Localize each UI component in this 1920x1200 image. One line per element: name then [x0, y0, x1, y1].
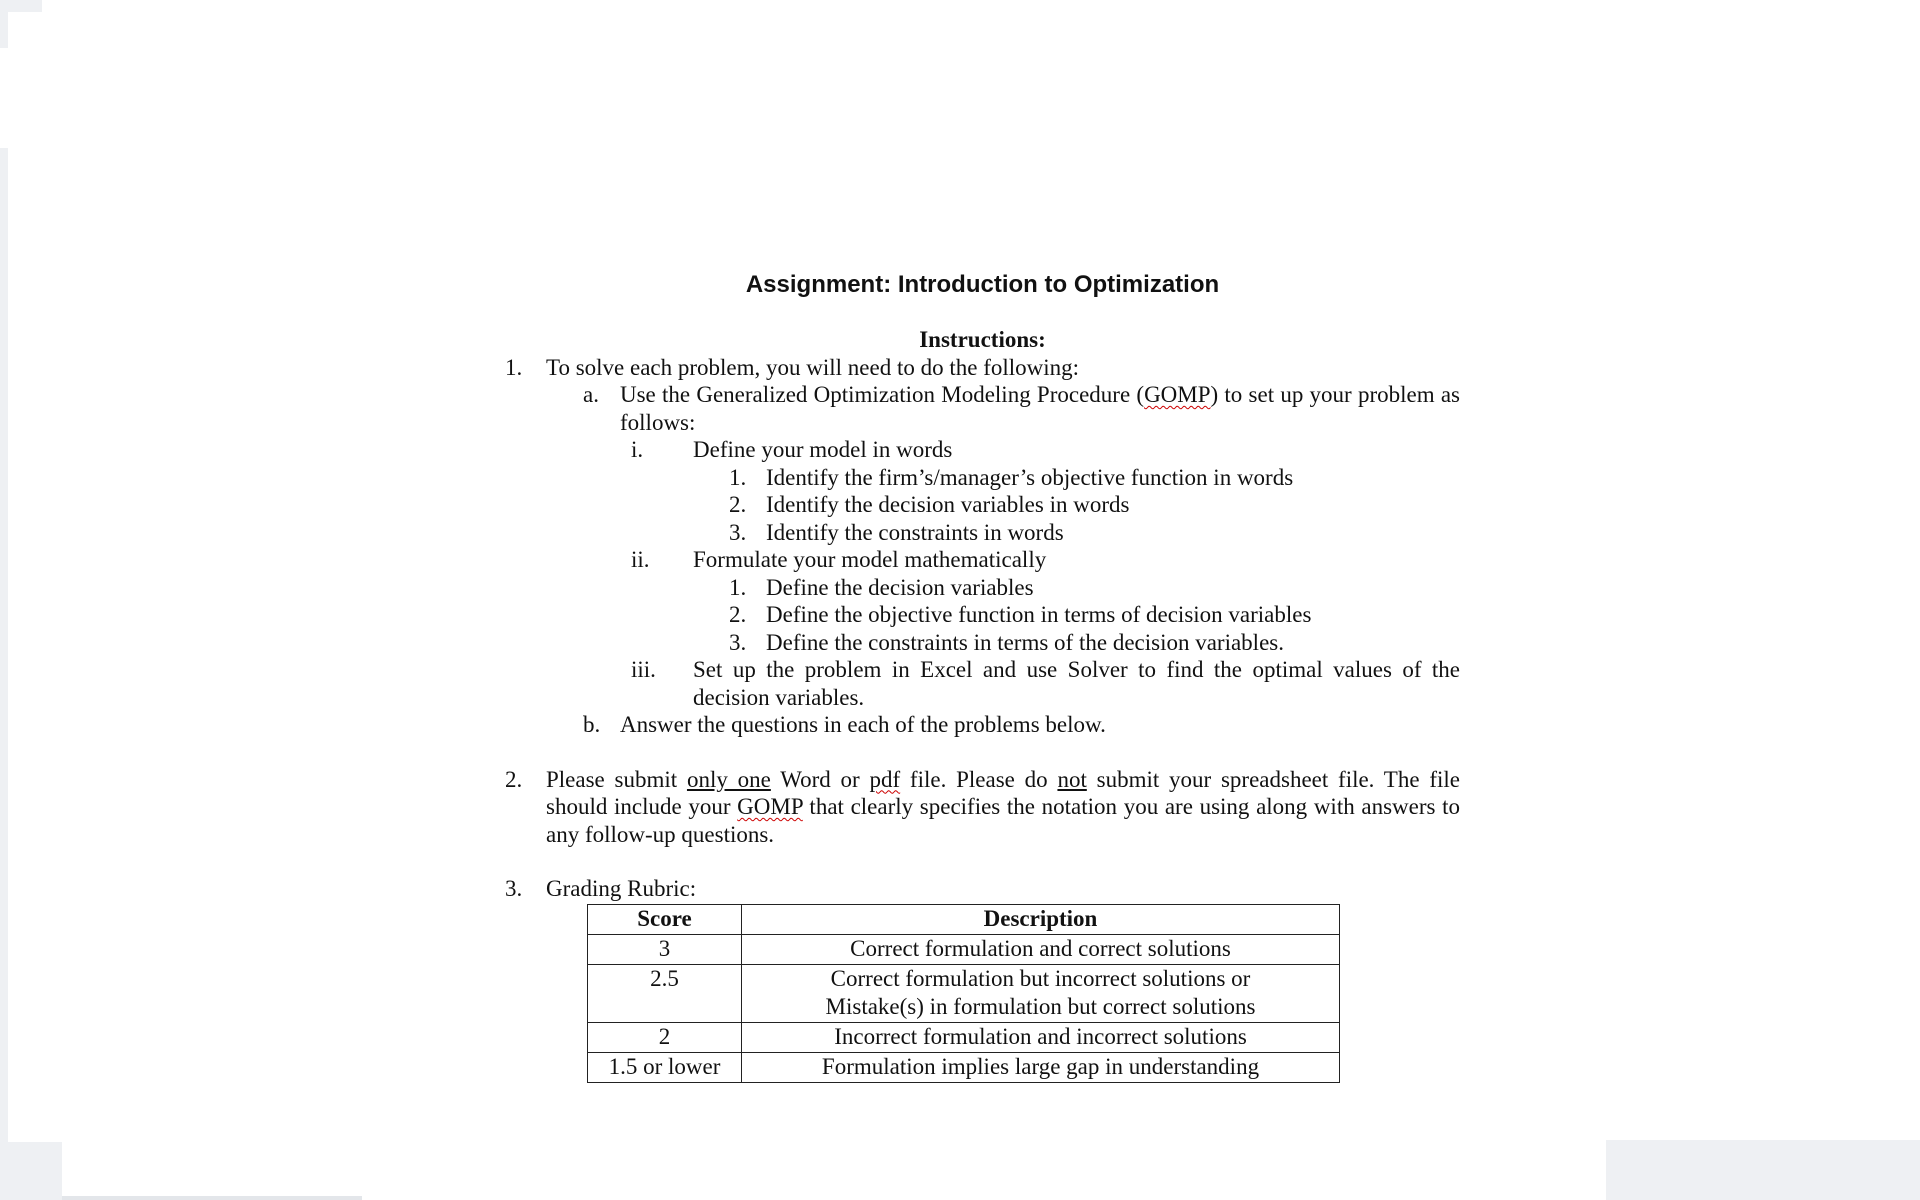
table-row	[588, 934, 1340, 964]
list-item-text: To solve each problem, you will need to do the following:	[546, 354, 1080, 380]
window-edge-bottom-left	[0, 1142, 62, 1200]
list-item-sub	[505, 519, 1460, 547]
list-roman: iii.	[631, 657, 656, 682]
list-item-text: Identify the decision variables in words	[766, 492, 1130, 517]
column-header-score: Score	[588, 904, 742, 934]
list-number: 3.	[729, 519, 747, 545]
list-item-1a-iii	[505, 656, 1460, 711]
list-number: 2.	[505, 766, 523, 792]
window-edge-top	[0, 0, 42, 12]
description-cell: Incorrect formulation and incorrect solutions	[742, 1022, 1340, 1052]
list-number: 2.	[729, 492, 747, 517]
list-roman: i.	[631, 437, 644, 462]
table-row	[588, 1052, 1340, 1082]
score-cell: 2.5	[588, 964, 742, 1022]
list-number: 2.	[729, 602, 747, 627]
list-number: 1.	[505, 354, 523, 380]
table-header-row	[588, 904, 1340, 934]
spellcheck-word[interactable]: GOMP	[737, 794, 803, 819]
description-cell: Formulation implies large gap in understanding	[742, 1052, 1340, 1082]
list-item-text: Set up the problem in Excel and use Solver to find the optimal values of the decision variables.	[693, 657, 1460, 710]
document-title: Assignment: Introduction to Optimization	[745, 271, 1220, 298]
list-item-text: Define the decision variables	[766, 574, 1034, 600]
list-roman: ii.	[631, 547, 650, 572]
paragraph-gap	[505, 739, 1460, 766]
list-item-text: Formulate your model mathematically	[693, 547, 1047, 572]
underlined-text: not	[1057, 766, 1087, 792]
list-number: 1.	[729, 574, 747, 600]
spellcheck-word[interactable]: pdf	[869, 766, 901, 792]
window-edge-bottom-right	[1606, 1140, 1920, 1200]
list-item-text: Grading Rubric:	[546, 876, 697, 901]
list-number: 3.	[505, 876, 523, 901]
list-item-text: Identify the constraints in words	[766, 519, 1064, 545]
list-item-1a-ii	[505, 546, 1460, 574]
list-letter: a.	[583, 382, 599, 407]
window-edge-left	[0, 148, 8, 1148]
list-item-text: Define the constraints in terms of the decision variables.	[766, 629, 1284, 655]
list-item-text: Define your model in words	[693, 437, 953, 462]
list-item-sub	[505, 491, 1460, 519]
window-edge-bottom-strip	[62, 1196, 362, 1200]
list-item-1	[505, 354, 1460, 382]
list-item-sub	[505, 464, 1460, 492]
list-item-text: Use the Generalized Optimization Modeling Procedure (GOMP) to set up your problem as follows:	[620, 382, 1460, 435]
list-item-text: Define the objective function in terms of decision variables	[766, 602, 1312, 627]
list-item-text: Identify the firm’s/manager’s objective function in words	[766, 464, 1294, 490]
column-header-description: Description	[742, 904, 1340, 934]
list-item-sub	[505, 601, 1460, 629]
document-page[interactable]	[505, 270, 1460, 1083]
grading-rubric-table	[587, 904, 1340, 1083]
window-edge-top-side	[0, 12, 8, 48]
description-cell: Correct formulation but incorrect solutions or Mistake(s) in formulation but correct solutions	[742, 964, 1340, 1022]
list-item-text: Please submit only one Word or pdf file. Please do not submit your spreadsheet file. The file should include your GOMP that clearly specifies the notation you are using along with answers to any follow-up questions.	[546, 766, 1460, 847]
list-letter: b.	[583, 712, 601, 737]
list-item-1a	[505, 381, 1460, 436]
paragraph-gap	[505, 848, 1460, 875]
score-cell: 1.5 or lower	[588, 1052, 742, 1082]
list-item-1b	[505, 711, 1460, 739]
list-item-text: Answer the questions in each of the problems below.	[620, 712, 1106, 737]
description-cell: Correct formulation and correct solutions	[742, 934, 1340, 964]
list-number: 3.	[729, 629, 747, 655]
list-item-3	[505, 875, 1460, 903]
list-item-sub	[505, 629, 1460, 657]
table-row	[588, 1022, 1340, 1052]
score-cell: 2	[588, 1022, 742, 1052]
instructions-heading: Instructions:	[919, 327, 1046, 352]
list-number: 1.	[729, 464, 747, 490]
underlined-text: only one	[686, 766, 771, 792]
list-item-1a-i	[505, 436, 1460, 464]
list-item-2	[505, 766, 1460, 849]
list-item-sub	[505, 574, 1460, 602]
score-cell: 3	[588, 934, 742, 964]
spellcheck-word[interactable]: GOMP	[1144, 382, 1211, 407]
table-row	[588, 964, 1340, 1022]
